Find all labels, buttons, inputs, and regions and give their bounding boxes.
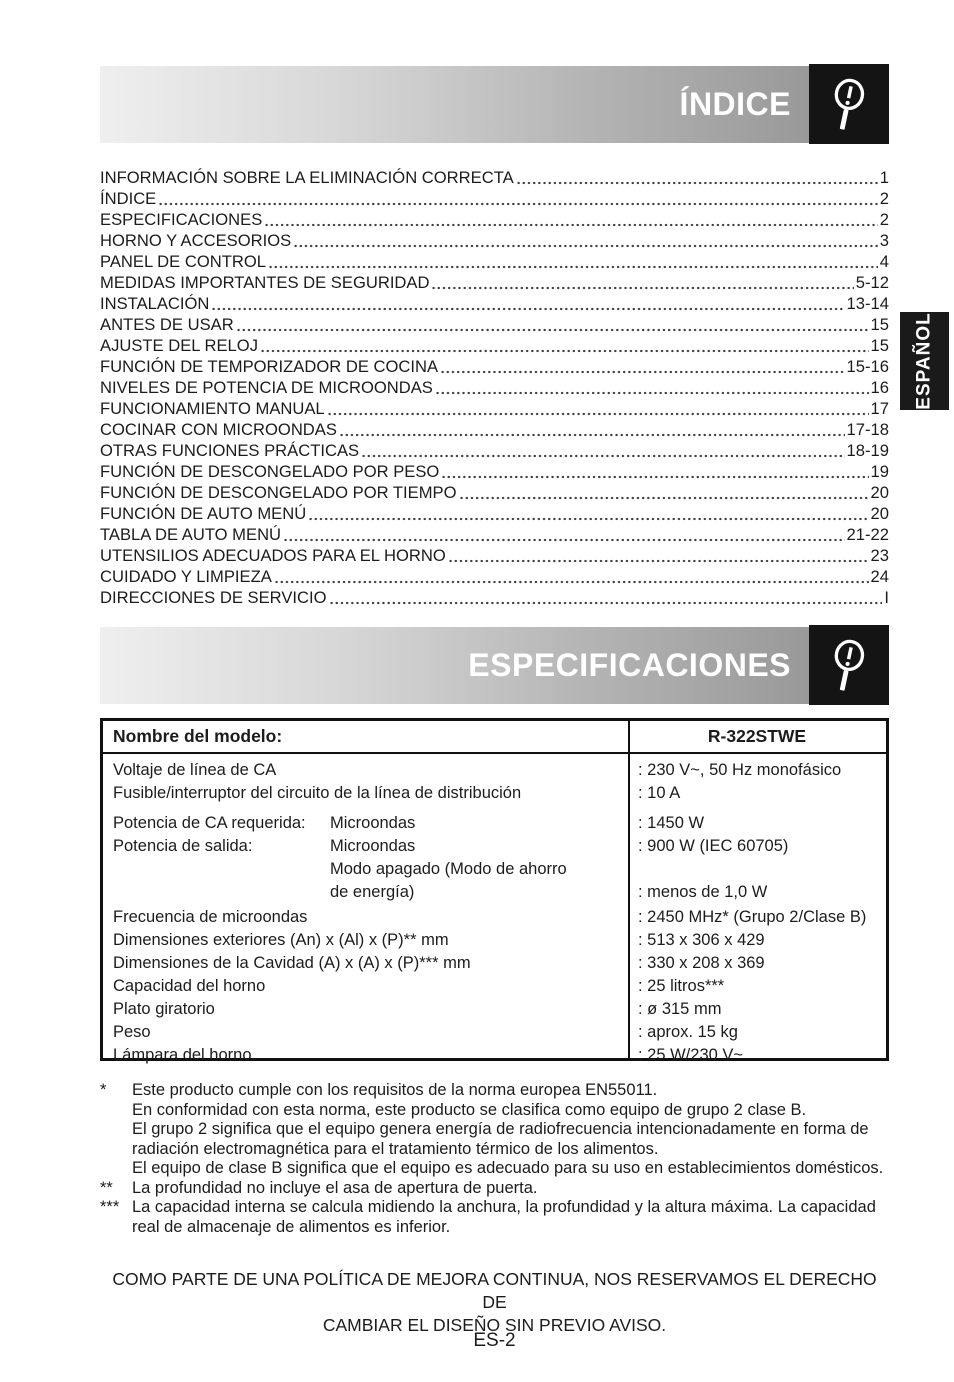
leader-dots bbox=[459, 482, 869, 503]
leader-dots bbox=[260, 335, 869, 356]
toc-entry-page: 20 bbox=[870, 504, 889, 523]
spec-section-header bbox=[100, 627, 809, 704]
toc-entry bbox=[100, 230, 889, 251]
footnote bbox=[100, 1120, 894, 1159]
toc-entry bbox=[100, 251, 889, 272]
leader-dots bbox=[308, 503, 868, 524]
footnote bbox=[100, 1081, 894, 1101]
toc-entry bbox=[100, 335, 889, 356]
leader-dots bbox=[158, 188, 878, 209]
toc-entry-page: 21-22 bbox=[846, 525, 889, 544]
spec-header-label: Nombre del modelo: bbox=[113, 726, 283, 746]
spec-table-body bbox=[103, 754, 886, 1067]
index-section-header bbox=[100, 66, 809, 143]
spec-row bbox=[103, 858, 886, 881]
footnote bbox=[100, 1179, 894, 1199]
toc-entry bbox=[100, 545, 889, 566]
toc-entry-label: INSTALACIÓN bbox=[100, 294, 210, 313]
footnote-marker bbox=[100, 1159, 132, 1179]
toc-entry-page: 20 bbox=[870, 483, 889, 502]
spec-row bbox=[103, 975, 886, 998]
toc-entry-page: 15 bbox=[870, 336, 889, 355]
leader-dots bbox=[329, 587, 883, 608]
toc-entry-page: 17 bbox=[870, 399, 889, 418]
footnote-text: La capacidad interna se calcula midiendo la anchura, la profundidad y la altura máxima. La capacidad real de almacenaje de alimentos es inferior. bbox=[132, 1198, 876, 1236]
spec-row bbox=[103, 881, 886, 904]
toc-entry bbox=[100, 419, 889, 440]
toc-entry bbox=[100, 566, 889, 587]
spec-row-label: Peso bbox=[113, 1023, 151, 1041]
spec-row-sublabel: Modo apagado (Modo de ahorro bbox=[330, 860, 567, 878]
spec-row-value: : aprox. 15 kg bbox=[638, 1023, 738, 1041]
spec-table-header bbox=[103, 721, 886, 754]
spec-row bbox=[103, 1044, 886, 1067]
toc-entry-page: 4 bbox=[879, 252, 889, 271]
spec-row-label: Potencia de CA requerida: bbox=[113, 814, 306, 832]
footnote bbox=[100, 1101, 894, 1121]
toc-entry bbox=[100, 503, 889, 524]
toc-entry bbox=[100, 587, 889, 608]
footnote bbox=[100, 1159, 894, 1179]
leader-dots bbox=[431, 272, 853, 293]
toc-entry-label: DIRECCIONES DE SERVICIO bbox=[100, 588, 327, 607]
spec-row-value: : 900 W (IEC 60705) bbox=[638, 837, 789, 855]
magnifier-exclamation-icon bbox=[821, 633, 877, 697]
toc-entry-page: 16 bbox=[870, 378, 889, 397]
leader-dots bbox=[274, 566, 869, 587]
policy-note-line: CAMBIAR EL DISEÑO SIN PREVIO AVISO. bbox=[322, 1315, 667, 1335]
toc-entry-label: NIVELES DE POTENCIA DE MICROONDAS bbox=[100, 378, 433, 397]
toc-entry-label: MEDIDAS IMPORTANTES DE SEGURIDAD bbox=[100, 273, 430, 292]
leader-dots bbox=[339, 419, 845, 440]
language-tab-label: ESPAÑOL bbox=[913, 312, 935, 410]
spec-row bbox=[103, 782, 886, 805]
spec-row-value: : 230 V~, 50 Hz monofásico bbox=[638, 761, 842, 779]
spec-row bbox=[103, 952, 886, 975]
language-tab-espanol bbox=[900, 312, 949, 410]
spec-row-label: Dimensiones exteriores (An) x (Al) x (P)** mm bbox=[113, 931, 449, 949]
toc-entry bbox=[100, 524, 889, 545]
toc-entry bbox=[100, 272, 889, 293]
leader-dots bbox=[236, 314, 869, 335]
footnote bbox=[100, 1198, 894, 1237]
toc-entry-label: INFORMACIÓN SOBRE LA ELIMINACIÓN CORRECTA bbox=[100, 168, 514, 187]
toc-entry-page: 5-12 bbox=[855, 273, 889, 292]
leader-dots bbox=[516, 167, 878, 188]
toc-entry bbox=[100, 209, 889, 230]
toc-entry-page: 19 bbox=[870, 462, 889, 481]
toc-entry-label: AJUSTE DEL RELOJ bbox=[100, 336, 258, 355]
toc-entry-label: HORNO Y ACCESORIOS bbox=[100, 231, 292, 250]
toc-entry bbox=[100, 482, 889, 503]
footnote-text: La profundidad no incluye el asa de apertura de puerta. bbox=[132, 1178, 538, 1197]
spec-row bbox=[103, 812, 886, 835]
toc-entry-page: 23 bbox=[870, 546, 889, 565]
spec-row-label bbox=[113, 881, 330, 904]
toc-entry-page: 18-19 bbox=[846, 441, 889, 460]
leader-dots bbox=[440, 356, 845, 377]
toc-entry bbox=[100, 293, 889, 314]
spec-row-label: Lámpara del horno bbox=[113, 1046, 252, 1064]
spec-row-value bbox=[628, 858, 886, 881]
spec-row-label bbox=[113, 858, 330, 881]
toc-entry-label: OTRAS FUNCIONES PRÁCTICAS bbox=[100, 441, 360, 460]
table-of-contents bbox=[100, 167, 889, 608]
spec-table bbox=[100, 718, 889, 1064]
toc-entry-label: FUNCIÓN DE DESCONGELADO POR TIEMPO bbox=[100, 483, 457, 502]
leader-dots bbox=[361, 440, 844, 461]
spec-row-value: : 10 A bbox=[638, 784, 681, 802]
toc-entry bbox=[100, 440, 889, 461]
toc-entry bbox=[100, 398, 889, 419]
spec-row bbox=[103, 929, 886, 952]
toc-entry-page: 3 bbox=[879, 231, 889, 250]
toc-entry-page: 13-14 bbox=[846, 294, 889, 313]
toc-entry bbox=[100, 188, 889, 209]
leader-dots bbox=[211, 293, 844, 314]
leader-dots bbox=[441, 461, 868, 482]
toc-entry-page: I bbox=[884, 588, 889, 607]
page-number: ES-2 bbox=[473, 1330, 516, 1351]
leader-dots bbox=[293, 230, 878, 251]
footnote-marker bbox=[100, 1101, 132, 1121]
spec-row-label: Voltaje de línea de CA bbox=[113, 761, 277, 779]
toc-entry-label: FUNCIÓN DE DESCONGELADO POR PESO bbox=[100, 462, 440, 481]
spec-row bbox=[103, 759, 886, 782]
toc-entry bbox=[100, 377, 889, 398]
toc-entry-page: 1 bbox=[879, 168, 889, 187]
spec-row-label: Fusible/interruptor del circuito de la línea de distribución bbox=[113, 784, 522, 802]
footnote-text: Este producto cumple con los requisitos de la norma europea EN55011. bbox=[132, 1081, 658, 1099]
spec-row-sublabel: de energía) bbox=[330, 883, 415, 901]
footnote-text: En conformidad con esta norma, este producto se clasifica como equipo de grupo 2 clase B. bbox=[132, 1100, 807, 1119]
toc-entry-page: 17-18 bbox=[846, 420, 889, 439]
toc-entry-label: ESPECIFICACIONES bbox=[100, 210, 263, 229]
leader-dots bbox=[327, 398, 869, 419]
footnote-marker: *** bbox=[100, 1198, 120, 1216]
spec-row-label: Plato giratorio bbox=[113, 1000, 215, 1018]
footnote-marker: * bbox=[100, 1081, 107, 1099]
leader-dots bbox=[264, 209, 877, 230]
policy-note bbox=[100, 1268, 889, 1337]
toc-entry-label: FUNCIÓN DE TEMPORIZADOR DE COCINA bbox=[100, 357, 439, 376]
spec-row-sublabel: Microondas bbox=[330, 837, 416, 855]
toc-entry-label: ÍNDICE bbox=[100, 189, 157, 208]
toc-entry-label: PANEL DE CONTROL bbox=[100, 252, 266, 271]
spec-header-model: R-322STWE bbox=[707, 726, 807, 746]
footnote-marker: ** bbox=[100, 1178, 113, 1197]
spec-row-value: : 2450 MHz* (Grupo 2/Clase B) bbox=[638, 908, 867, 926]
toc-entry-label: FUNCIÓN DE AUTO MENÚ bbox=[100, 504, 307, 523]
leader-dots bbox=[283, 524, 845, 545]
spec-row-value: : menos de 1,0 W bbox=[638, 883, 768, 901]
spec-row-label: Dimensiones de la Cavidad (A) x (A) x (P)*** mm bbox=[113, 954, 471, 972]
leader-dots bbox=[448, 545, 869, 566]
footnote-marker bbox=[100, 1120, 132, 1159]
toc-entry bbox=[100, 314, 889, 335]
index-section-title: ÍNDICE bbox=[679, 86, 791, 122]
spec-row-label: Potencia de salida: bbox=[113, 837, 253, 855]
spec-row bbox=[103, 1021, 886, 1044]
index-icon-box bbox=[809, 64, 889, 144]
table-column-divider bbox=[628, 721, 630, 1058]
toc-entry bbox=[100, 461, 889, 482]
leader-dots bbox=[435, 377, 869, 398]
toc-entry-label: UTENSILIOS ADECUADOS PARA EL HORNO bbox=[100, 546, 446, 565]
footnote-text: El grupo 2 significa que el equipo genera energía de radiofrecuencia intencionadamente en forma de radiación electromagnética para el tratamiento térmico de los alimentos. bbox=[132, 1120, 869, 1158]
spec-row-value: : 1450 W bbox=[638, 814, 705, 832]
spec-icon-box bbox=[809, 625, 889, 705]
toc-entry-label: ANTES DE USAR bbox=[100, 315, 234, 334]
spec-row bbox=[103, 835, 886, 858]
toc-entry-label: FUNCIONAMIENTO MANUAL bbox=[100, 399, 325, 418]
footnote-text: El equipo de clase B significa que el equipo es adecuado para su uso en establecimientos domésticos. bbox=[132, 1159, 884, 1177]
toc-entry-page: 15-16 bbox=[846, 357, 889, 376]
toc-entry-page: 15 bbox=[870, 315, 889, 334]
spec-row-value: : 25 W/230 V~ bbox=[638, 1046, 744, 1064]
spec-row-value: : 513 x 306 x 429 bbox=[638, 931, 765, 949]
toc-entry-page: 2 bbox=[879, 210, 889, 229]
spec-section-title: ESPECIFICACIONES bbox=[468, 647, 791, 683]
spec-row-label: Capacidad del horno bbox=[113, 977, 266, 995]
toc-entry-label: COCINAR CON MICROONDAS bbox=[100, 420, 337, 439]
toc-entry-page: 24 bbox=[870, 567, 889, 586]
leader-dots bbox=[268, 251, 878, 272]
spec-row bbox=[103, 998, 886, 1021]
toc-entry-label: CUIDADO Y LIMPIEZA bbox=[100, 567, 272, 586]
spec-row-label: Frecuencia de microondas bbox=[113, 908, 308, 926]
spec-row-value: : 25 litros*** bbox=[638, 977, 725, 995]
toc-entry bbox=[100, 356, 889, 377]
toc-entry-label: TABLA DE AUTO MENÚ bbox=[100, 525, 282, 544]
spec-row-value: : 330 x 208 x 369 bbox=[638, 954, 765, 972]
magnifier-exclamation-icon bbox=[821, 72, 877, 136]
footnotes bbox=[100, 1081, 894, 1237]
spec-row-value: : ø 315 mm bbox=[638, 1000, 722, 1018]
spec-row bbox=[103, 906, 886, 929]
toc-entry bbox=[100, 167, 889, 188]
toc-entry-page: 2 bbox=[879, 189, 889, 208]
policy-note-line: COMO PARTE DE UNA POLÍTICA DE MEJORA CONTINUA, NOS RESERVAMOS EL DERECHO DE bbox=[112, 1269, 877, 1312]
spec-row-sublabel: Microondas bbox=[330, 814, 416, 832]
